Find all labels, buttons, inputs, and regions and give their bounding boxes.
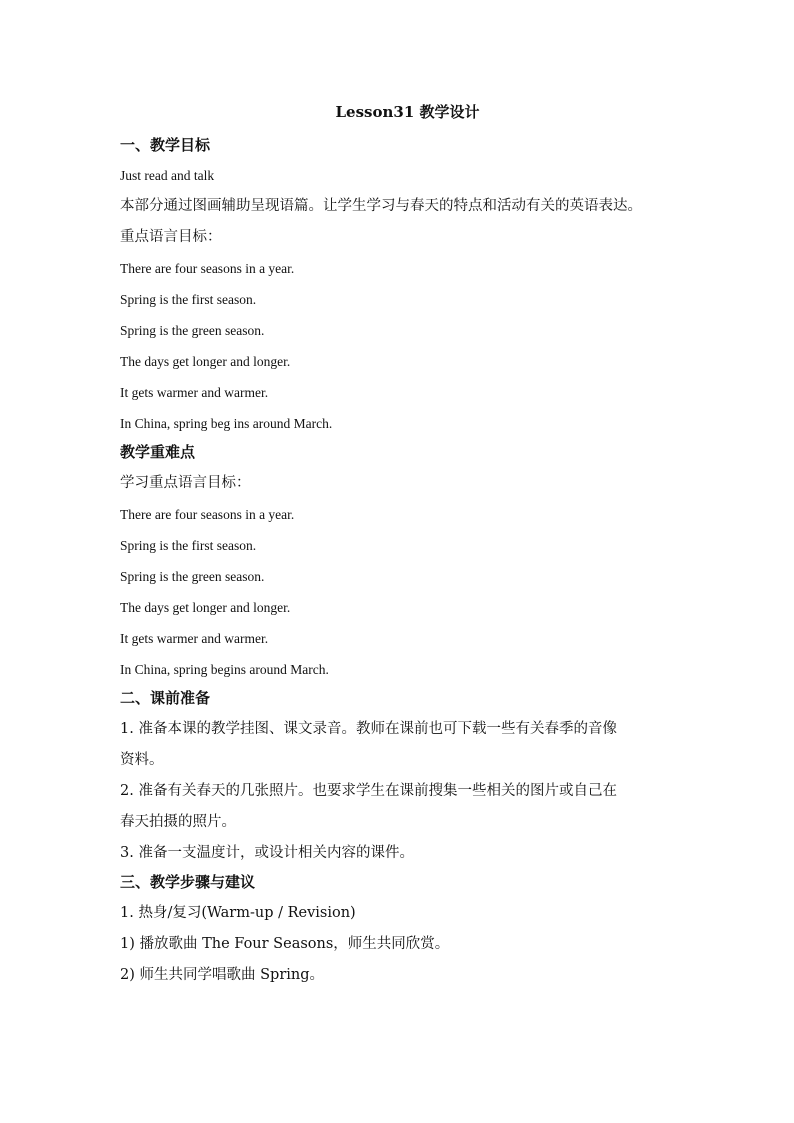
section-heading-steps: 三、教学步骤与建议 [120, 873, 256, 891]
page-title: Lesson31 教学设计 [335, 103, 480, 121]
preparation-line: 3. 准备一支温度计，或设计相关内容的课件。 [120, 845, 414, 861]
difficulty-line: Spring is the green season. [120, 569, 265, 584]
difficulty-line: In China, spring begins around March. [120, 662, 329, 677]
key-line: Spring is the green season. [120, 323, 265, 338]
objectives-intro-en: Just read and talk [120, 168, 215, 183]
difficulty-line: There are four seasons in a year. [120, 507, 295, 522]
preparation-line: 2. 准备有关春天的几张照片。也要求学生在课前搜集一些相关的图片或自己在 [120, 783, 617, 799]
difficulty-line: Spring is the first season. [120, 538, 257, 553]
key-line: In China, spring beg ins around March. [120, 416, 333, 431]
key-line: The days get longer and longer. [120, 354, 291, 369]
key-line: Spring is the first season. [120, 292, 257, 307]
difficulties-label: 学习重点语言目标： [120, 475, 251, 491]
preparation-line: 1. 准备本课的教学挂图、课文录音。教师在课前也可下载一些有关春季的音像 [120, 721, 617, 737]
steps-line: 2) 师生共同学唱歌曲 Spring。 [120, 967, 325, 983]
key-line: There are four seasons in a year. [120, 261, 295, 276]
steps-line: 1) 播放歌曲 The Four Seasons，师生共同欣赏。 [120, 936, 450, 952]
key-language-label: 重点语言目标： [120, 229, 222, 245]
section-heading-preparation: 二、课前准备 [120, 689, 211, 707]
document-page [120, 100, 690, 991]
section-heading-objectives: 一、教学目标 [120, 136, 211, 154]
key-line: It gets warmer and warmer. [120, 385, 269, 400]
difficulty-line: It gets warmer and warmer. [120, 631, 269, 646]
steps-line: 1. 热身/复习(Warm-up / Revision) [120, 905, 356, 921]
section-heading-difficulties: 教学重难点 [120, 443, 196, 461]
difficulty-line: The days get longer and longer. [120, 600, 291, 615]
objectives-intro-zh: 本部分通过图画辅助呈现语篇。让学生学习与春天的特点和活动有关的英语表达。 [120, 198, 642, 214]
preparation-line: 资料。 [120, 752, 164, 768]
preparation-line: 春天拍摄的照片。 [120, 814, 236, 830]
